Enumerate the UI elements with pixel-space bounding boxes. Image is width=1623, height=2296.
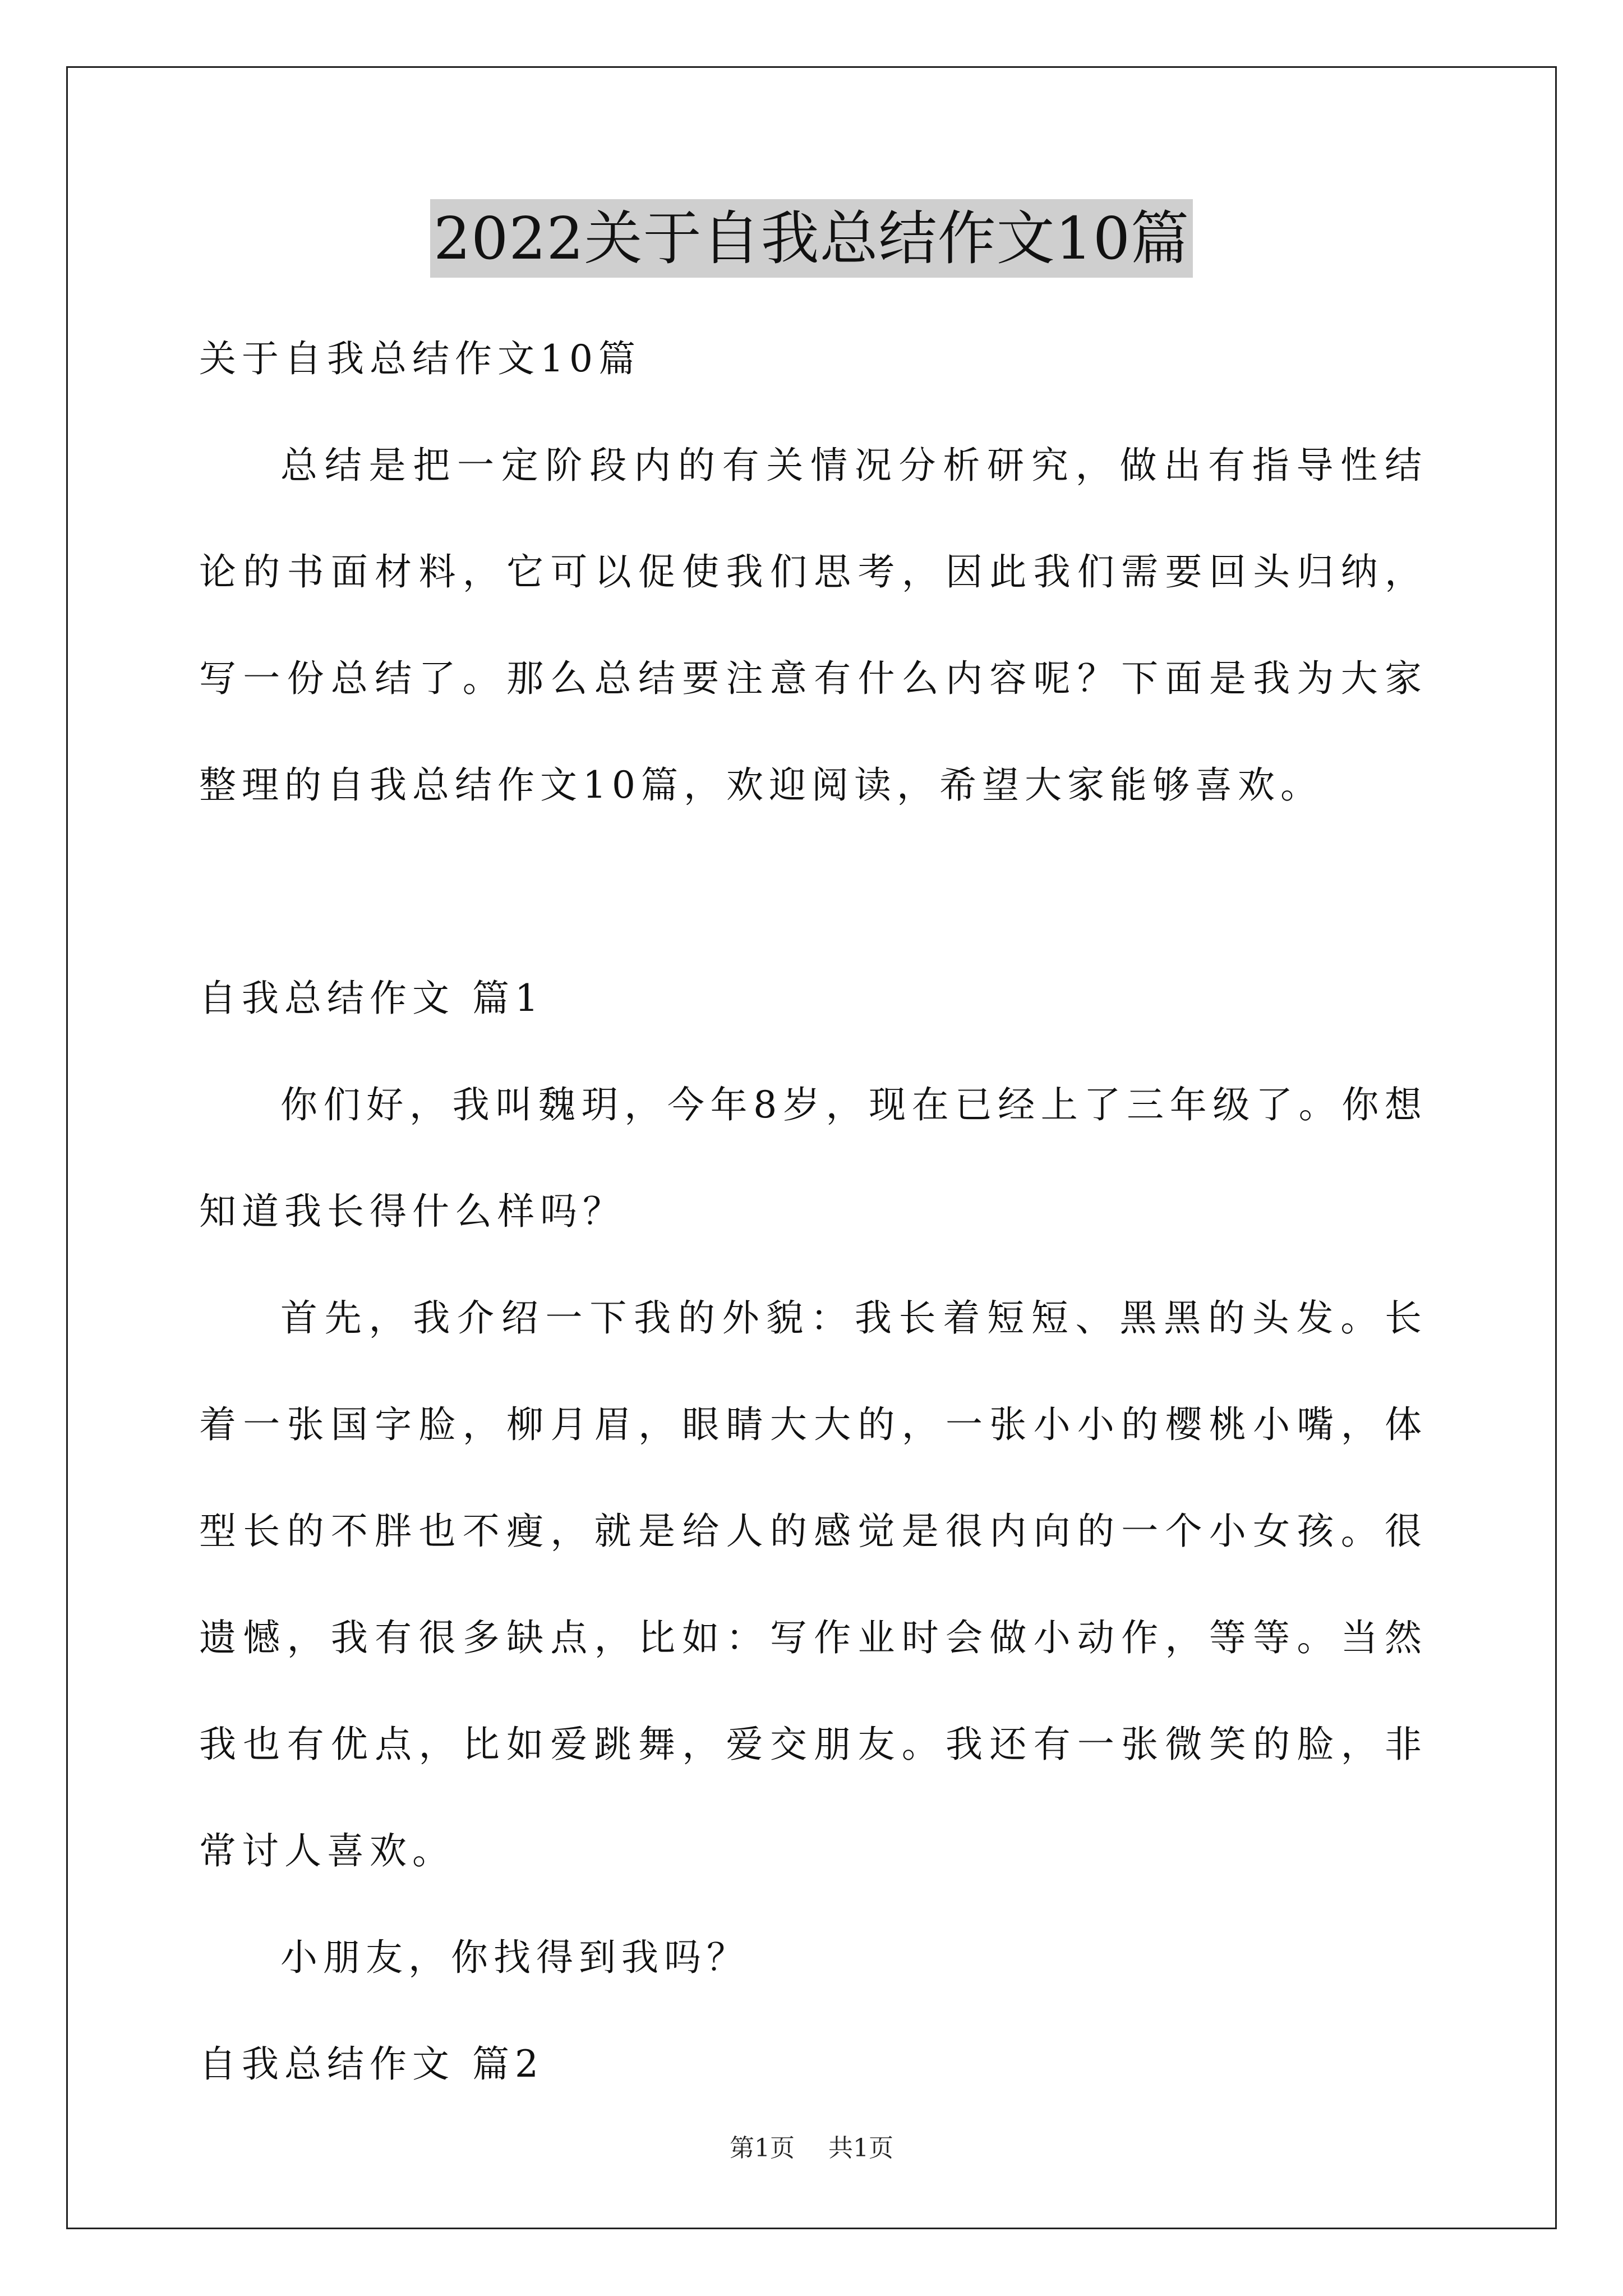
body-paragraph: 你们好，我叫魏玥，今年8岁，现在已经上了三年级了。你想知道我长得什么样吗？ — [199, 1083, 1427, 1233]
title-wrap — [0, 199, 1623, 278]
document-body — [199, 306, 1427, 2118]
page-total: 共1页 — [828, 2134, 893, 2162]
section-heading-2: 自我总结作文 篇2 — [199, 2042, 544, 2086]
document-subtitle: 关于自我总结作文10篇 — [199, 337, 641, 380]
document-title: 2022关于自我总结作文10篇 — [430, 199, 1193, 278]
page-number: 第1页 — [730, 2134, 795, 2162]
body-paragraph: 小朋友，你找得到我吗？ — [280, 1936, 749, 1979]
body-paragraph: 首先，我介绍一下我的外貌：我长着短短、黑黑的头发。长着一张国字脸，柳月眉，眼睛大大的，一张小小的樱桃小嘴，体型长的不胖也不瘦，就是给人的感觉是很内向的一个小女孩。很遗憾，我有很多缺点，比如：写作业时会做小动作，等等。当然我也有优点，比如爱跳舞，爱交朋友。我还有一张微笑的脸，非常讨人喜欢。 — [199, 1296, 1427, 1872]
section-heading-1: 自我总结作文 篇1 — [199, 977, 544, 1020]
page-footer — [0, 2132, 1623, 2165]
section-spacer — [199, 839, 1427, 945]
intro-paragraph: 总结是把一定阶段内的有关情况分析研究，做出有指导性结论的书面材料，它可以促使我们思考，因此我们需要回头归纳，写一份总结了。那么总结要注意有什么内容呢？下面是我为大家整理的自我总结作文10篇，欢迎阅读，希望大家能够喜欢。 — [199, 444, 1427, 807]
